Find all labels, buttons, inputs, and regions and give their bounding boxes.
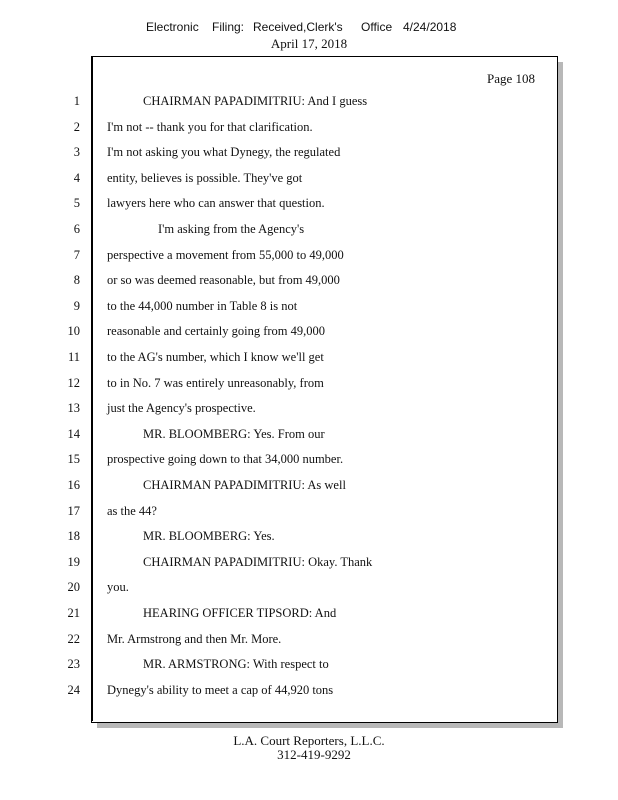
line-text: to in No. 7 was entirely unreasonably, from — [107, 375, 324, 390]
line-text: CHAIRMAN PAPADIMITRIU: Okay. Thank — [143, 554, 373, 569]
line-number: 21 — [67, 606, 80, 620]
line-text: to the AG's number, which I know we'll get — [107, 350, 324, 364]
filing-stamp-part: 4/24/2018 — [403, 20, 457, 34]
line-number: 17 — [67, 503, 80, 518]
line-number: 10 — [67, 324, 80, 339]
line-number-divider — [92, 57, 93, 721]
line-number: 14 — [67, 426, 80, 441]
line-number: 5 — [73, 196, 80, 211]
line-text: I'm asking from the Agency's — [158, 222, 305, 236]
filing-stamp-part: Received,Clerk's — [253, 20, 343, 34]
filing-stamp-part: Electronic — [146, 20, 199, 34]
line-text: just the Agency's prospective. — [107, 401, 256, 416]
line-text: or so was deemed reasonable, but from 49,000 — [107, 273, 340, 288]
line-number: 15 — [67, 452, 80, 467]
line-number: 1 — [73, 94, 80, 108]
line-number: 11 — [67, 350, 80, 364]
line-number: 23 — [67, 657, 80, 672]
line-number: 3 — [73, 145, 80, 160]
line-text: CHAIRMAN PAPADIMITRIU: And I guess — [143, 94, 368, 108]
filing-stamp-part: Filing: — [212, 20, 245, 34]
line-text: HEARING OFFICER TIPSORD: And — [143, 606, 337, 620]
footer-phone: 312-419-9292 — [277, 747, 351, 762]
line-text: CHAIRMAN PAPADIMITRIU: As well — [143, 478, 346, 492]
line-text: entity, believes is possible. They've got — [107, 170, 303, 185]
line-text: MR. BLOOMBERG: Yes. — [143, 529, 275, 544]
line-text: as the 44? — [107, 503, 157, 518]
line-number: 12 — [67, 375, 80, 390]
line-number: 9 — [73, 298, 80, 313]
line-number: 22 — [67, 631, 80, 646]
line-text: Mr. Armstrong and then Mr. More. — [107, 631, 282, 646]
line-number: 2 — [73, 119, 80, 134]
line-number: 18 — [67, 529, 80, 544]
line-number: 19 — [67, 554, 80, 569]
line-text: MR. ARMSTRONG: With respect to — [143, 657, 329, 672]
hearing-date: April 17, 2018 — [270, 36, 348, 51]
filing-stamp-part: Office — [361, 20, 393, 34]
line-number: 20 — [67, 580, 80, 595]
line-text: lawyers here who can answer that question. — [107, 196, 325, 211]
line-text: to the 44,000 number in Table 8 is not — [107, 298, 298, 313]
line-text: I'm not -- thank you for that clarification. — [107, 119, 313, 134]
line-number: 4 — [73, 170, 80, 185]
line-number: 13 — [67, 401, 80, 416]
line-number: 8 — [73, 273, 80, 288]
line-text: perspective a movement from 55,000 to 49,000 — [107, 247, 344, 262]
line-number: 24 — [67, 682, 80, 697]
line-text: Dynegy's ability to meet a cap of 44,920 tons — [107, 682, 334, 697]
page-number: Page 108 — [487, 71, 536, 86]
line-text: reasonable and certainly going from 49,000 — [107, 324, 325, 339]
line-text: MR. BLOOMBERG: Yes. From our — [143, 426, 325, 441]
line-number: 7 — [73, 247, 80, 262]
line-number: 16 — [67, 478, 80, 492]
line-text: I'm not asking you what Dynegy, the regulated — [107, 145, 341, 160]
line-text: you. — [107, 580, 129, 595]
footer-company: L.A. Court Reporters, L.L.C. — [233, 733, 385, 748]
line-text: prospective going down to that 34,000 number. — [107, 452, 344, 467]
line-number: 6 — [73, 222, 80, 236]
